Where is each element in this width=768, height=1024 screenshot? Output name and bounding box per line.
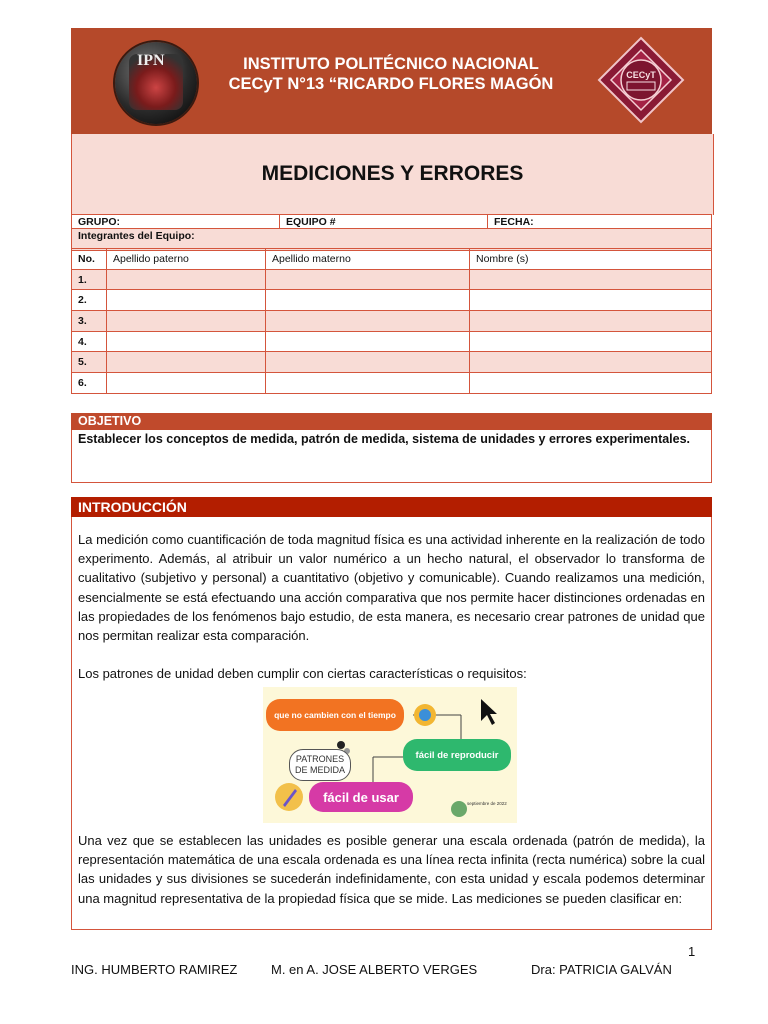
cell-input[interactable] [107,290,266,311]
intro-paragraph-2: Los patrones de unidad deben cumplir con ciertas características o requisitos: [78,666,527,681]
requirements-figure [263,687,517,823]
col-header-nombre: Nombre (s) [470,249,712,270]
cell-input[interactable] [266,331,470,352]
team-table [71,214,712,251]
cell-input[interactable] [470,269,712,290]
cell-input[interactable] [470,311,712,332]
cell-input[interactable] [107,269,266,290]
row-number: 1. [72,269,107,290]
grupo-field[interactable]: GRUPO: [72,215,280,229]
introduccion-box [71,517,712,930]
table-row [72,311,712,332]
pill-tiempo: que no cambien con el tiempo [266,699,404,731]
page-number: 1 [688,944,696,959]
table-row [72,331,712,352]
members-table [71,248,712,394]
col-header-no: No. [72,249,107,270]
cell-input[interactable] [266,311,470,332]
objetivo-text: Establecer los conceptos de medida, patrón de medida, sistema de unidades y errores experimentales. [78,432,691,446]
author-1: ING. HUMBERTO RAMIREZ [71,962,238,977]
document-title: MEDICIONES Y ERRORES [261,162,524,185]
intro-paragraph-3: Una vez que se establecen las unidades es posible generar una escala ordenada (patrón de medida), la representación matemática de una escala ordenada es una línea recta infinita (recta numérica) sobre la cual las unidades y sus divisiones se sucederán indefinidamente, con esta unidad y escala podemos determinar una magnitud representativa de la propiedad física que se mide. Las mediciones se pueden clasificar en: [78,833,705,906]
pill-usar: fácil de usar [309,782,413,812]
cecyt-logo-icon [597,36,685,124]
patrones-node: PATRONES DE MEDIDA [289,749,351,781]
equipo-field[interactable]: EQUIPO # [280,215,488,229]
cell-input[interactable] [470,290,712,311]
institution-line2: CECyT N°13 “RICARDO FLORES MAGÓN [228,75,554,93]
svg-text:CECyT: CECyT [626,70,656,80]
ipn-logo-icon: IPN [115,42,197,124]
cell-input[interactable] [266,290,470,311]
objetivo-heading-text: OBJETIVO [78,414,142,428]
cell-input[interactable] [470,331,712,352]
author-2: M. en A. JOSE ALBERTO VERGES [271,962,478,977]
introduccion-heading [71,497,712,517]
cell-input[interactable] [470,352,712,373]
table-row [72,269,712,290]
cursor-icon [481,699,497,725]
fecha-field[interactable]: FECHA: [488,215,712,229]
figure-date: septiembre de 2022 [467,801,507,806]
institution-line1: INSTITUTO POLITÉCNICO NACIONAL [243,55,539,73]
cell-input[interactable] [266,373,470,394]
row-number: 2. [72,290,107,311]
col-header-apellido-paterno: Apellido paterno [107,249,266,270]
table-row [72,290,712,311]
pill-reproducir: fácil de reproducir [403,739,511,771]
cell-input[interactable] [470,373,712,394]
cell-input[interactable] [266,352,470,373]
cell-input[interactable] [266,269,470,290]
row-number: 3. [72,311,107,332]
institution-name [191,54,591,94]
row-number: 6. [72,373,107,394]
objetivo-box [71,430,712,483]
table-row [72,373,712,394]
row-number: 4. [72,331,107,352]
col-header-apellido-materno: Apellido materno [266,249,470,270]
cell-input[interactable] [107,352,266,373]
bullet-dot-icon [337,741,345,749]
cell-input[interactable] [107,331,266,352]
integrantes-label: Integrantes del Equipo: [72,229,712,251]
objetivo-heading [71,413,712,430]
introduccion-heading-text: INTRODUCCIÓN [78,499,187,515]
badge-icon [451,801,467,817]
cell-input[interactable] [107,311,266,332]
table-row [72,352,712,373]
author-3: Dra: PATRICIA GALVÁN [531,962,672,977]
row-number: 5. [72,352,107,373]
cell-input[interactable] [107,373,266,394]
title-band [71,134,714,215]
intro-paragraph-1: La medición como cuantificación de toda magnitud física es una actividad inherente en la realización de todo experimento. Además, al atribuir un valor numérico a un hecho natural, el observador lo transforma de cualitativo (subjetivo y personal) a cuantitativo (objetivo y comunicable). Cuando realizamos una medición, esencialmente se está efectuando una acción comparativa que nos permite hacer distinciones ordenadas en las propiedades de los fenómenos bajo estudio, de esta manera, es necesario crear patrones de unidad que nos permitan realizar esta comparación. [78,532,705,644]
header-banner [71,28,712,134]
